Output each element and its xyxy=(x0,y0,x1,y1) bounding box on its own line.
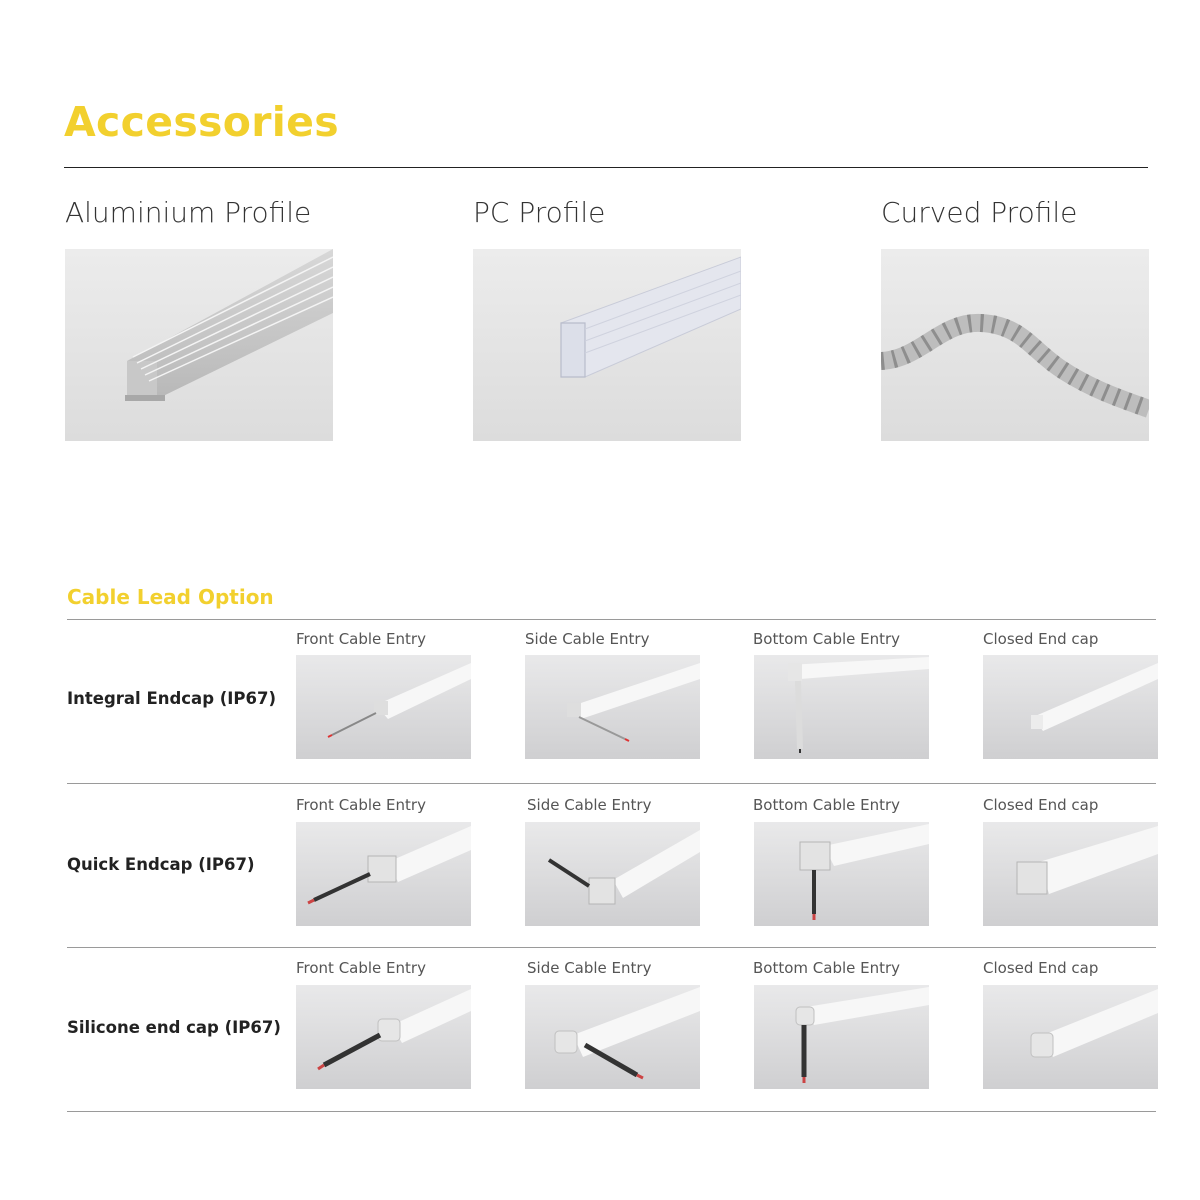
profile-label-pc: PC Profile xyxy=(473,196,606,229)
col-label-closed: Closed End cap xyxy=(983,796,1099,814)
integral-side-entry-image xyxy=(525,655,700,759)
aluminium-profile-image xyxy=(65,249,333,441)
col-label-side: Side Cable Entry xyxy=(527,796,652,814)
col-label-bottom: Bottom Cable Entry xyxy=(753,630,901,648)
integral-front-entry-image xyxy=(296,655,471,759)
page-title: Accessories xyxy=(64,98,339,146)
col-label-front: Front Cable Entry xyxy=(296,630,426,648)
row-label-silicone-endcap: Silicone end cap (IP67) xyxy=(67,1018,281,1037)
row-label-integral-endcap: Integral Endcap (IP67) xyxy=(67,689,277,708)
title-divider xyxy=(64,167,1148,168)
col-label-bottom: Bottom Cable Entry xyxy=(753,796,901,814)
integral-bottom-entry-image xyxy=(754,655,929,759)
curved-profile-image xyxy=(881,249,1149,441)
profile-label-aluminium: Aluminium Profile xyxy=(65,196,312,229)
pc-profile-image xyxy=(473,249,741,441)
silicone-front-entry-image xyxy=(296,985,471,1089)
col-label-front: Front Cable Entry xyxy=(296,796,426,814)
row-label-quick-endcap: Quick Endcap (IP67) xyxy=(67,855,255,874)
profile-label-curved: Curved Profile xyxy=(881,196,1078,229)
col-label-side: Side Cable Entry xyxy=(527,959,652,977)
section-divider xyxy=(67,619,1156,620)
row-divider xyxy=(67,947,1156,948)
cable-lead-section-title: Cable Lead Option xyxy=(67,585,274,609)
col-label-bottom: Bottom Cable Entry xyxy=(753,959,901,977)
col-label-side: Side Cable Entry xyxy=(525,630,650,648)
table-bottom-divider xyxy=(67,1111,1156,1112)
quick-closed-end-image xyxy=(983,822,1158,926)
col-label-closed: Closed End cap xyxy=(983,959,1099,977)
silicone-side-entry-image xyxy=(525,985,700,1089)
quick-side-entry-image xyxy=(525,822,700,926)
col-label-closed: Closed End cap xyxy=(983,630,1099,648)
col-label-front: Front Cable Entry xyxy=(296,959,426,977)
row-divider xyxy=(67,783,1156,784)
quick-bottom-entry-image xyxy=(754,822,929,926)
integral-closed-end-image xyxy=(983,655,1158,759)
silicone-bottom-entry-image xyxy=(754,985,929,1089)
silicone-closed-end-image xyxy=(983,985,1158,1089)
quick-front-entry-image xyxy=(296,822,471,926)
